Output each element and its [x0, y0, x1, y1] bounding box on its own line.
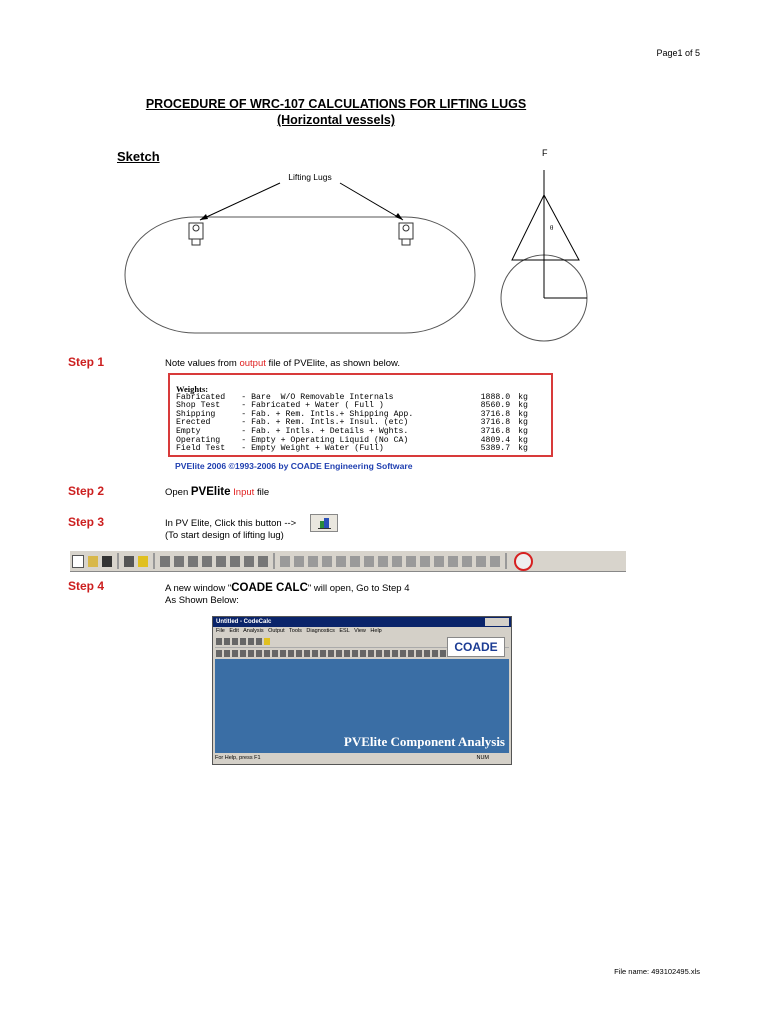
ring-icon	[280, 556, 290, 567]
pvelite-toolbar	[70, 550, 626, 572]
force-icon	[378, 556, 388, 567]
lifting-lug-right	[399, 223, 413, 245]
weight-row: Fabricated - Bare W/O Removable Internals 1888.0 kg	[176, 392, 528, 402]
nozzle-detail-icon	[462, 556, 472, 567]
arrow-icon	[476, 556, 486, 567]
file-name: File name: 493102495.xls	[614, 967, 700, 976]
codecalc-workspace	[215, 659, 509, 753]
weight-row: Empty - Fab. + Intls. + Details + Wghts. 3716.8 kg	[176, 426, 528, 436]
weight-row: Field Test - Empty Weight + Water (Full) 5389.7 kg	[176, 444, 528, 454]
angle-label: θ	[550, 224, 554, 232]
layout-icon	[490, 556, 500, 567]
codecalc-title-bar: Untitled - CodeCalc	[213, 617, 511, 627]
weight-row: Erected - Fab. + Rem. Intls.+ Insul. (etc) 3716.8 kg	[176, 418, 528, 428]
page-subtitle: (Horizontal vessels)	[276, 113, 396, 127]
liquid-icon	[392, 556, 402, 567]
halfpipe-icon	[406, 556, 416, 567]
step-3-label: Step 3	[68, 515, 105, 529]
nozzle-icon	[216, 556, 226, 567]
packing-icon	[308, 556, 318, 567]
head-icon	[174, 556, 184, 567]
force-label-marker: F	[542, 148, 548, 158]
step-4-label: Step 4	[68, 579, 105, 593]
new-file-icon	[72, 555, 84, 568]
codecalc-menu: File Edit Analysis Output Tools Diagnostics ESL View Help	[216, 628, 382, 634]
weight-row: Operating - Empty + Operating Liquid (No CA) 4809.4 kg	[176, 435, 528, 445]
vessel-sketch	[120, 170, 600, 345]
page-number: Page1 of 5	[656, 48, 700, 58]
save-icon	[102, 556, 112, 567]
lug-icon	[420, 556, 430, 567]
step-2-text: Open PVElite Input file	[165, 486, 270, 498]
vessel-outline	[125, 217, 475, 333]
skirt-icon	[244, 556, 254, 567]
sketch-heading: Sketch	[117, 149, 160, 164]
weight-icon	[364, 556, 374, 567]
step-2-label: Step 2	[68, 484, 105, 498]
cylinder-icon	[160, 556, 170, 567]
pvelite-copyright: PVElite 2006 ©1993-2006 by COADE Engineering Software	[175, 461, 413, 471]
body-flange-icon	[230, 556, 240, 567]
open-folder-icon	[88, 556, 98, 567]
step-4-line1: A new window "COADE CALC" will open, Go to Step 4	[165, 582, 410, 594]
lifting-lug-button-icon	[310, 514, 338, 532]
step-3-line2: (To start design of lifting lug)	[165, 530, 284, 541]
weights-heading: Weights:	[176, 384, 209, 394]
detail-icon	[448, 556, 458, 567]
codecalc-status-bar: For Help, press F1 NUM	[215, 755, 489, 761]
saddle-icon	[258, 556, 268, 567]
tray-icon	[322, 556, 332, 567]
weights-table	[168, 373, 553, 457]
coade-logo: COADE	[447, 637, 505, 657]
page-title: PROCEDURE OF WRC-107 CALCULATIONS FOR LIFTING LUGS	[145, 97, 527, 111]
lining-icon	[350, 556, 360, 567]
print-icon	[124, 556, 134, 567]
cone-icon	[188, 556, 198, 567]
flange-icon	[202, 556, 212, 567]
codecalc-window	[212, 616, 512, 765]
platform-icon	[294, 556, 304, 567]
weight-row: Shipping - Fab. + Rem. Intls.+ Shipping App. 3716.8 kg	[176, 409, 528, 419]
step-1-text: Note values from output file of PVElite, as shown below.	[165, 358, 401, 369]
weight-row: Shop Test - Fabricated + Water ( Full ) 8560.9 kg	[176, 401, 528, 411]
insulation-icon	[336, 556, 346, 567]
codecalc-launch-icon	[514, 552, 533, 571]
lifting-lug-left	[189, 223, 203, 245]
step-1-highlight: output	[239, 358, 266, 369]
step-3-line1: In PV Elite, Click this button -->	[165, 518, 297, 529]
step-1-label: Step 1	[68, 355, 105, 369]
lifting-lugs-label: Lifting Lugs	[288, 172, 332, 182]
help-icon	[138, 556, 148, 567]
leg-icon	[434, 556, 444, 567]
window-controls-icon	[485, 618, 509, 626]
step-4-line2: As Shown Below:	[165, 595, 239, 606]
codecalc-banner: PVElite Component Analysis	[343, 734, 505, 749]
